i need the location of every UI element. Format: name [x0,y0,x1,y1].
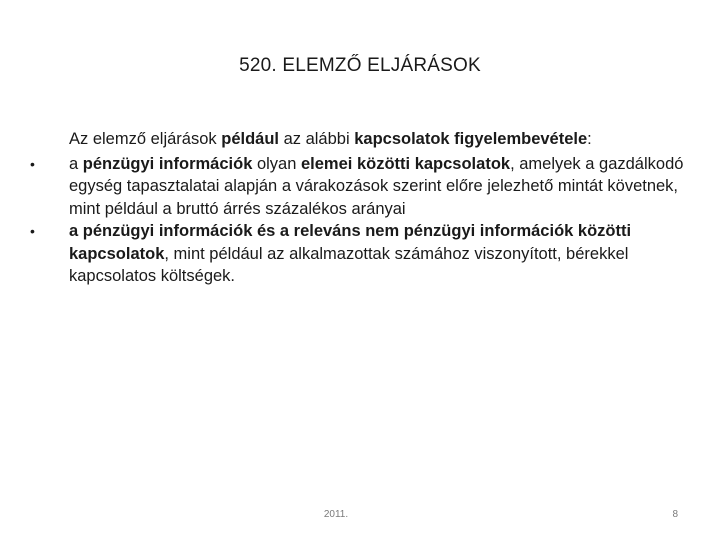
bullet-item-1 [30,153,690,221]
slide-title: 520. ELEMZŐ ELJÁRÁSOK [239,55,481,76]
bullet-marker: • [30,223,35,239]
footer-date: 2011. [323,509,349,520]
intro-text-3: : [587,130,592,148]
bullet-1-bold-2: elemei közötti kapcsolatok [301,154,511,173]
bullet-2-text-1: , mint például az alkalmazottak számához viszonyított, bérekkel kapcsolatos költségek. [69,244,629,285]
bullet-2-bold-1: a pénzügyi információk és a releváns nem pénzügyi információk közötti kapcsolatok [69,222,632,263]
bullet-1-text-3: , amelyek a gazdálkodó egység tapasztalatai alapján a várakozások szerint előre jelezhető mintát követnek, mint például a bruttó árrés százalékos arányai [69,154,684,218]
bullet-1-text-2: olyan [252,154,301,173]
intro-text-1: Az elemző eljárások [69,130,222,148]
slide-body [30,128,690,288]
intro-bold-1: például [221,130,279,148]
bullet-marker: • [30,155,35,172]
bullet-1-bold-1: pénzügyi információk [82,154,253,173]
bullet-1-text-1: a [69,154,83,173]
intro-paragraph [69,128,690,151]
bullet-item-2 [30,220,690,288]
page-number: 8 [672,509,678,520]
bullet-list [30,153,690,288]
intro-text-2: az alábbi [279,130,355,148]
intro-bold-2: kapcsolatok figyelembevétele [354,130,588,148]
